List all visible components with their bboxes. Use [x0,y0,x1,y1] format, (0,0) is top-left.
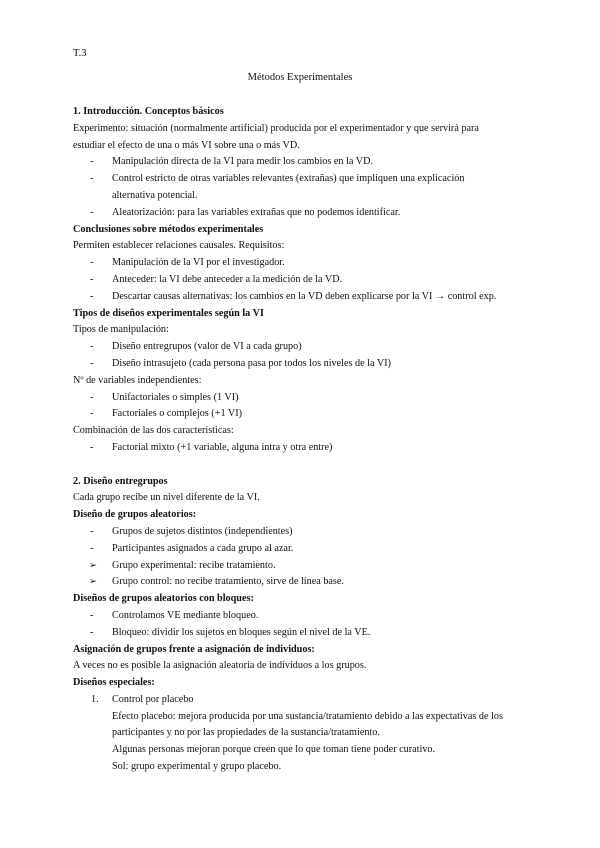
arrow-bullet-icon: ➢ [89,576,97,588]
dash-marker: - [90,542,94,554]
list-item [73,390,543,407]
numbered-item [73,692,543,709]
list-item-text: Bloqueo: dividir los sujetos en bloques según el nivel de la VE. [112,626,371,638]
blank-line [73,457,543,474]
list-item [73,339,543,356]
subsection-heading-tipos: Tipos de diseños experimentales según la VI [73,307,264,319]
list-item [73,541,543,558]
list-item-text: Manipulación de la VI por el investigador. [112,257,285,269]
list-item [73,171,543,188]
list-item-text: Anteceder: la VI debe anteceder a la medición de la VD. [112,273,343,285]
paragraph-label: Tipos de manipulación: [73,324,169,336]
list-item [73,356,543,373]
subsection-heading-bloques: Diseños de grupos aleatorios con bloques: [73,593,254,605]
list-item [73,205,543,222]
paragraph: Cada grupo recibe un nivel diferente de la VI. [73,492,260,504]
dash-marker: - [90,441,94,453]
numbered-item-body: Efecto placebo: mejora producida por una sustancia/tratamiento debido a las expectativas de los [112,710,503,722]
list-item-text: Unifactoriales o simples (1 VI) [112,391,239,403]
subsection-heading-conclusiones: Conclusiones sobre métodos experimentales [73,223,264,235]
arrow-bullet-icon: ➢ [89,559,97,571]
section-heading-intro: 1. Introducción. Conceptos básicos [73,106,224,117]
numbered-item-body: Algunas personas mejoran porque creen que lo que toman tiene poder curativo. [112,744,436,756]
dash-marker: - [90,173,94,185]
list-item-text: Control estricto de otras variables relevantes (extrañas) que impliquen una explicación [112,173,465,185]
document-body [73,104,543,776]
document-title: Métodos Experimentales [247,72,353,83]
list-item-text: Factoriales o complejos (+1 VI) [112,408,243,420]
section-heading-entregrupos: 2. Diseño entregrupos [73,475,168,487]
dash-marker: - [90,156,94,168]
list-item-text: Diseño entregrupos (valor de VI a cada grupo) [112,341,302,353]
paragraph-label: Nº de variables independientes: [73,374,202,386]
list-item [73,524,543,541]
paragraph: Experimento: situación (normalmente artificial) producida por el experimentador y que servirá para [73,122,479,134]
dash-marker: - [90,290,94,302]
subsection-heading-aleatorios: Diseño de grupos aleatorios: [73,509,197,521]
dash-marker: - [90,391,94,403]
list-item [73,255,543,272]
list-item-text: Participantes asignados a cada grupo al azar. [112,542,294,554]
numbered-item-body: Sol: grupo experimental y grupo placebo. [112,761,282,773]
list-item [73,440,543,457]
dash-marker: - [90,357,94,369]
list-item-continuation: alternativa potencial. [112,189,198,201]
dash-marker: - [90,206,94,218]
dash-marker: - [90,626,94,638]
list-item [73,154,543,171]
dash-marker: - [90,257,94,269]
list-item [73,608,543,625]
subsection-heading-asignacion: Asignación de grupos frente a asignación de individuos: [73,643,315,655]
dash-marker: - [90,408,94,420]
dash-marker: - [90,525,94,537]
list-item-text: Grupo control: no recibe tratamiento, sirve de línea base. [112,576,344,588]
list-item [73,625,543,642]
list-item [73,558,543,575]
page-number: T.3 [73,48,87,59]
paragraph: A veces no es posible la asignación aleatoria de individuos a los grupos. [73,660,367,672]
list-item-text: Manipulación directa de la VI para medir los cambios en la VD. [112,156,374,168]
list-item-text: Controlamos VE mediante bloqueo. [112,609,259,621]
dash-marker: - [90,341,94,353]
paragraph: Permiten establecer relaciones causales. Requisitos: [73,240,285,252]
list-item-text: Aleatorización: para las variables extrañas que no podemos identificar. [112,206,401,218]
list-item [73,406,543,423]
list-item-text: Grupos de sujetos distintos (independientes) [112,525,293,537]
numbered-item-body: participantes y no por las propiedades de la sustancia/tratamiento. [112,727,380,739]
paragraph: estudiar el efecto de una o más VI sobre una o más VD. [73,139,300,151]
list-item-text: Factorial mixto (+1 variable, alguna intra y otra entre) [112,441,333,453]
paragraph-label: Combinación de las dos características: [73,425,234,437]
list-item [73,289,543,306]
dash-marker: - [90,609,94,621]
list-item-text: Grupo experimental: recibe tratamiento. [112,559,276,571]
list-item [73,574,543,591]
numbered-item-title: Control por placebo [112,693,194,705]
item-number: 1. [91,693,99,705]
list-item-text: Diseño intrasujeto (cada persona pasa por todos los niveles de la VI) [112,357,392,369]
list-item [73,272,543,289]
dash-marker: - [90,273,94,285]
subsection-heading-especiales: Diseños especiales: [73,677,155,689]
list-item-text: Descartar causas alternativas: los cambios en la VD deben explicarse por la VI → control exp. [112,290,497,302]
